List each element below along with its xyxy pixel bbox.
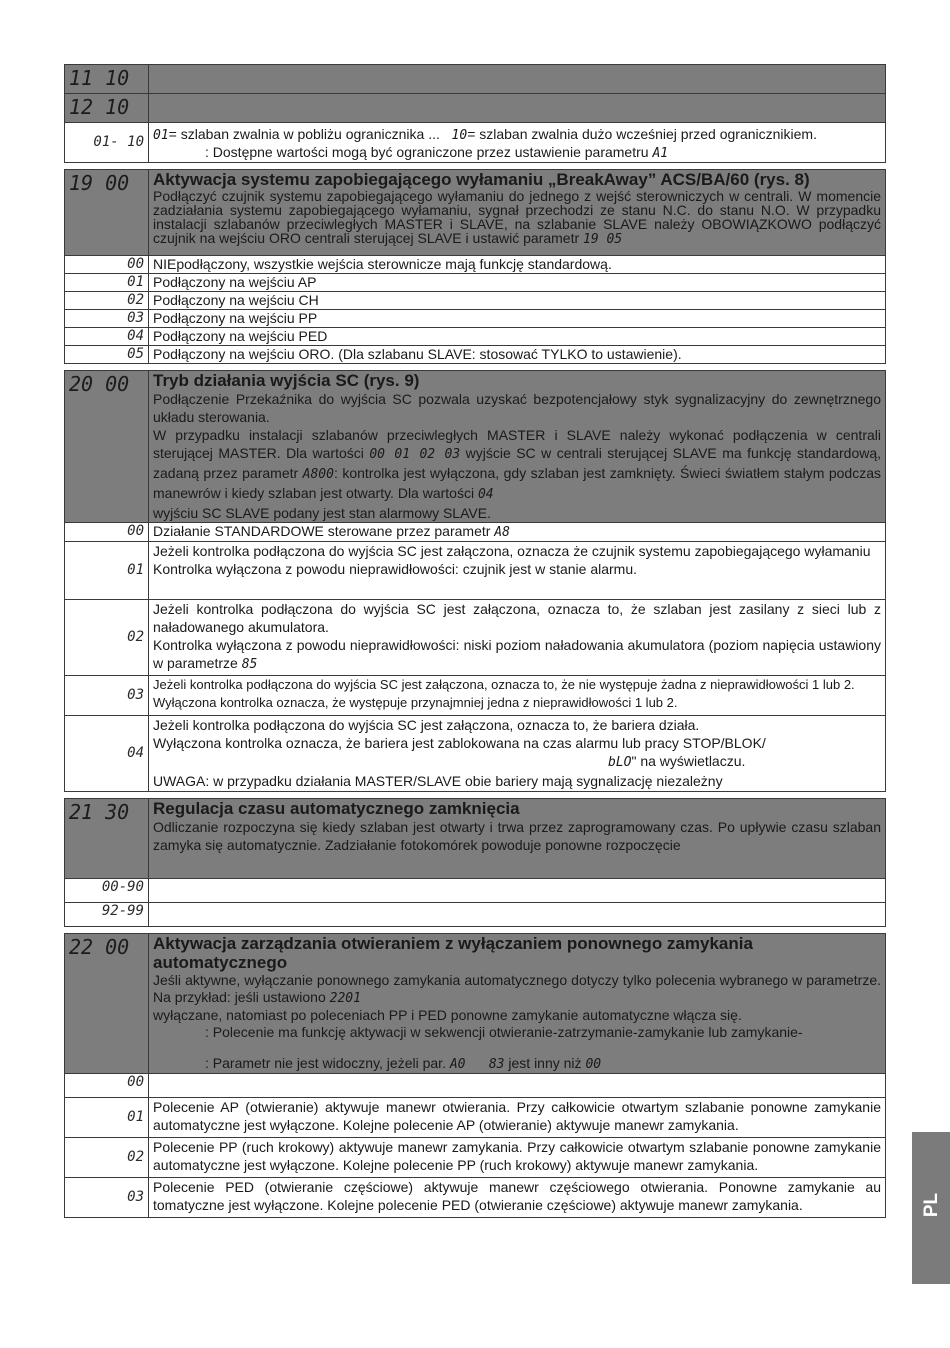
value-code-inline: A1 <box>652 146 669 161</box>
value-code-inline: 85 <box>241 657 258 672</box>
parameter-description <box>149 799 886 879</box>
text-span: Polecenie PP (ruch krokowy) aktywuje manewr zamykania. Przy całkowicie otwartym szlabanie ponowne zamykanie automatyczne jest wyłączone. Kolejne polecenie PP (ruch krokowy) aktywuje manewr zamykania. <box>153 1139 881 1173</box>
value-code: 05 <box>65 346 149 364</box>
section-text: wyjściu SC SLAVE podany jest stan alarmowy SLAVE. <box>153 505 491 521</box>
table-row <box>65 123 886 163</box>
table-row <box>65 799 886 879</box>
language-tab-label: PL <box>921 1192 943 1218</box>
value-code: 01- 10 <box>65 123 149 163</box>
value-code-inline: 00 <box>585 1057 602 1072</box>
table-row <box>65 1138 886 1178</box>
value-code-inline: bLO <box>608 755 632 770</box>
value-code-inline: 01 <box>153 128 169 143</box>
section-text: Podłączyć czujnik systemu zapobiegającego wyłamaniu do jednego z wejść sterowniczych w centrali. W momencie zadziałania systemu zapobiegającego wyłamaniu, sygnał przechodzi ze stanu N.C. do stanu N.O. W przypadku instalacji szlabanów przeciwległych MASTER i SLAVE, na szlabanie SLAVE należy OBOWIĄZKOWO podłączyć czujnik na wejściu ORO centrali sterującej SLAVE i ustawić parametr <box>153 188 881 246</box>
value-description <box>149 1098 886 1138</box>
text-span: Kontrolka wyłączona z powodu nieprawidłowości: czujnik jest w stanie alarmu. <box>153 561 638 577</box>
value-code-inline: 19 05 <box>583 232 623 247</box>
table-row <box>65 170 886 256</box>
parameter-code: 19 00 <box>65 170 149 256</box>
table-row <box>65 292 886 310</box>
text-span: Polecenie PED (otwieranie częściowe) aktywuje manewr częściowego otwierania. Ponowne zamykanie au tomatyczne jest wyłączone. Kolejne polecenie PED (otwieranie częściowe) aktywuje manewr zamykania. <box>153 1179 881 1213</box>
value-code-inline: 04 <box>477 487 494 502</box>
note-text: : Dostępne wartości mogą być ograniczone przez ustawienie parametru <box>205 144 649 160</box>
section-title: Tryb działania wyjścia SC (rys. 9) <box>153 371 420 390</box>
value-description: Podłączony na wejściu PED <box>149 328 886 346</box>
value-code-inline: 2201 <box>329 991 361 1006</box>
value-description <box>149 542 886 600</box>
value-code-inline: 00 01 02 03 <box>369 447 461 462</box>
section-text: Odliczanie rozpoczyna się kiedy szlaban jest otwarty i trwa przez zaprogramowany czas. Po upływie czasu szlaban zamyka się automatycznie. Zadziałanie fotokomórek powoduje ponowne rozpoczęcie <box>153 819 881 853</box>
value-description: Podłączony na wejściu PP <box>149 310 886 328</box>
note-text: jest inny niż <box>508 1055 582 1071</box>
value-description: Podłączony na wejściu ORO. (Dla szlabanu SLAVE: stosować TYLKO to ustawienie). <box>149 346 886 364</box>
value-code: 01 <box>65 542 149 600</box>
parameter-code: 11 10 <box>65 65 149 94</box>
text-span: Jeżeli kontrolka podłączona do wyjścia SC jest załączona, oznacza to, że szlaban jest zasilany z sieci lub z naładowanego akumulatora. <box>153 601 881 635</box>
value-code-inline: 83 <box>488 1057 505 1072</box>
table-row <box>65 328 886 346</box>
text-span: Kontrolka wyłączona z powodu nieprawidłowości: niski poziom naładowania akumulatora (poziom napięcia ustawiony w parametrze <box>153 637 881 671</box>
value-code: 02 <box>65 600 149 676</box>
section-title: Aktywacja zarządzania otwieraniem z wyłączaniem ponownego zamykania automatycznego <box>153 934 753 972</box>
value-description <box>149 903 886 927</box>
table-row <box>65 65 886 94</box>
section-text: wyjście SC w centrali sterującej SLAVE ma funkcję standardową, zadaną przez parametr <box>153 445 882 481</box>
table-row <box>65 934 886 1074</box>
section-text: wyłączane, natomiast po poleceniach PP i PED ponowne zamykanie automatyczne włącza się. <box>153 1007 742 1023</box>
parameter-code: 21 30 <box>65 799 149 879</box>
value-code: 00-90 <box>65 879 149 903</box>
parameter-description <box>149 371 886 523</box>
value-description: Podłączony na wejściu CH <box>149 292 886 310</box>
parameter-code: 22 00 <box>65 934 149 1074</box>
table-row <box>65 879 886 903</box>
value-description <box>149 716 886 792</box>
text-span: = szlaban zwalnia w pobliżu ogranicznika ... <box>168 126 440 142</box>
value-code: 04 <box>65 328 149 346</box>
table-row <box>65 716 886 792</box>
note-text: : Polecenie ma funkcję aktywacji w sekwencji otwieranie-zatrzymanie-zamykanie lub zamykanie- <box>205 1024 803 1040</box>
section-title: Regulacja czasu automatycznego zamknięcia <box>153 799 520 818</box>
table-row <box>65 1098 886 1138</box>
section-text: Jeśli aktywne, wyłączanie ponownego zamykania automatycznego dotyczy tylko polecenia wybranego w parametrze. Na przykład: jeśli ustawiono <box>153 972 881 1005</box>
value-code: 03 <box>65 1178 149 1218</box>
value-description <box>149 523 886 542</box>
spacer <box>65 364 886 371</box>
value-description: NIEpodłączony, wszystkie wejścia sterownicze mają funkcję standardową. <box>149 256 886 274</box>
parameter-code: 12 10 <box>65 94 149 123</box>
note-text: : Parametr nie jest widoczny, jeżeli par. <box>205 1055 446 1071</box>
text-span: Działanie STANDARDOWE sterowane przez parametr <box>153 523 491 539</box>
value-code: 00 <box>65 1074 149 1098</box>
value-code-inline: A8 <box>494 525 510 540</box>
table-row <box>65 1178 886 1218</box>
value-description <box>149 123 886 163</box>
value-code: 02 <box>65 1138 149 1178</box>
section-text: : kontrolka jest wyłączona, gdy szlaban jest zamknięty. Świeci światłem stałym podczas manewrów i kiedy szlaban jest otwarty. Dla wartości <box>153 465 881 501</box>
value-description <box>149 1178 886 1218</box>
value-description: Podłączony na wejściu AP <box>149 274 886 292</box>
value-description <box>149 879 886 903</box>
value-code-inline: 10 <box>451 128 468 143</box>
value-code: 01 <box>65 274 149 292</box>
table-row <box>65 310 886 328</box>
table-row <box>65 1074 886 1098</box>
parameter-description <box>149 94 886 123</box>
table-row <box>65 676 886 716</box>
table-row <box>65 542 886 600</box>
value-description <box>149 1138 886 1178</box>
section-title: Aktywacja systemu zapobiegającego wyłamaniu „BreakAway” ACS/BA/60 (rys. 8) <box>153 170 810 189</box>
text-span: Wyłączona kontrolka oznacza, że bariera jest zablokowana na czas alarmu lub pracy STOP/BLOK/ <box>153 735 766 751</box>
text-span: UWAGA: w przypadku działania MASTER/SLAVE obie bariery mają sygnalizację niezależny <box>153 773 723 789</box>
table-row <box>65 256 886 274</box>
parameter-description <box>149 170 886 256</box>
text-span: Jeżeli kontrolka podłączona do wyjścia SC jest załączona, oznacza to, że bariera działa. <box>153 717 700 733</box>
value-code-inline: A800 <box>302 467 334 482</box>
table-row <box>65 600 886 676</box>
parameter-code: 20 00 <box>65 371 149 523</box>
text-span: " na wyświetlaczu. <box>631 753 746 769</box>
section-text: Podłączenie Przekaźnika do wyjścia SC pozwala uzyskać bezpotencjałowy styk sygnalizacyjny do zewnętrznego układu sterowania. <box>153 391 881 425</box>
text-span: Polecenie AP (otwieranie) aktywuje manewr otwierania. Przy całkowicie otwartym szlabanie ponowne zamykanie automatyczne jest wyłączone. Kolejne polecenie AP (otwieranie) aktywuje manewr zamykania. <box>153 1099 881 1133</box>
table-row <box>65 94 886 123</box>
language-tab <box>912 1132 950 1284</box>
value-description <box>149 1074 886 1098</box>
text-span: = szlaban zwalnia dużo wcześniej przed ogranicznikiem. <box>467 126 817 142</box>
table-row <box>65 371 886 523</box>
value-code: 92-99 <box>65 903 149 927</box>
value-code: 00 <box>65 523 149 542</box>
table-row <box>65 274 886 292</box>
value-code: 02 <box>65 292 149 310</box>
value-code: 00 <box>65 256 149 274</box>
table-row <box>65 346 886 364</box>
table-row <box>65 903 886 927</box>
spacer <box>65 792 886 799</box>
value-code: 03 <box>65 676 149 716</box>
table-row <box>65 523 886 542</box>
parameter-description <box>149 934 886 1074</box>
value-code: 04 <box>65 716 149 792</box>
text-span: Jeżeli kontrolka podłączona do wyjścia SC jest załączona, oznacza że czujnik systemu zapobiegającego wyłamaniu <box>153 543 871 559</box>
value-code: 01 <box>65 1098 149 1138</box>
value-code: 03 <box>65 310 149 328</box>
parameter-table <box>64 64 886 1218</box>
value-code-inline: A0 <box>449 1057 466 1072</box>
parameter-description <box>149 65 886 94</box>
value-description: Jeżeli kontrolka podłączona do wyjścia SC jest załączona, oznacza to, że nie występuje żadna z nieprawidłowości 1 lub 2. Wyłączona kontrolka oznacza, że występuje przynajmniej jedna z nieprawidłowości 1 lub 2. <box>149 676 886 716</box>
spacer <box>65 927 886 934</box>
value-description <box>149 600 886 676</box>
spacer <box>65 163 886 170</box>
section-text: W przypadku instalacji szlabanów przeciwległych MASTER i SLAVE należy wykonać podłączenia w centrali sterującej MASTER. Dla wartości <box>153 427 881 461</box>
